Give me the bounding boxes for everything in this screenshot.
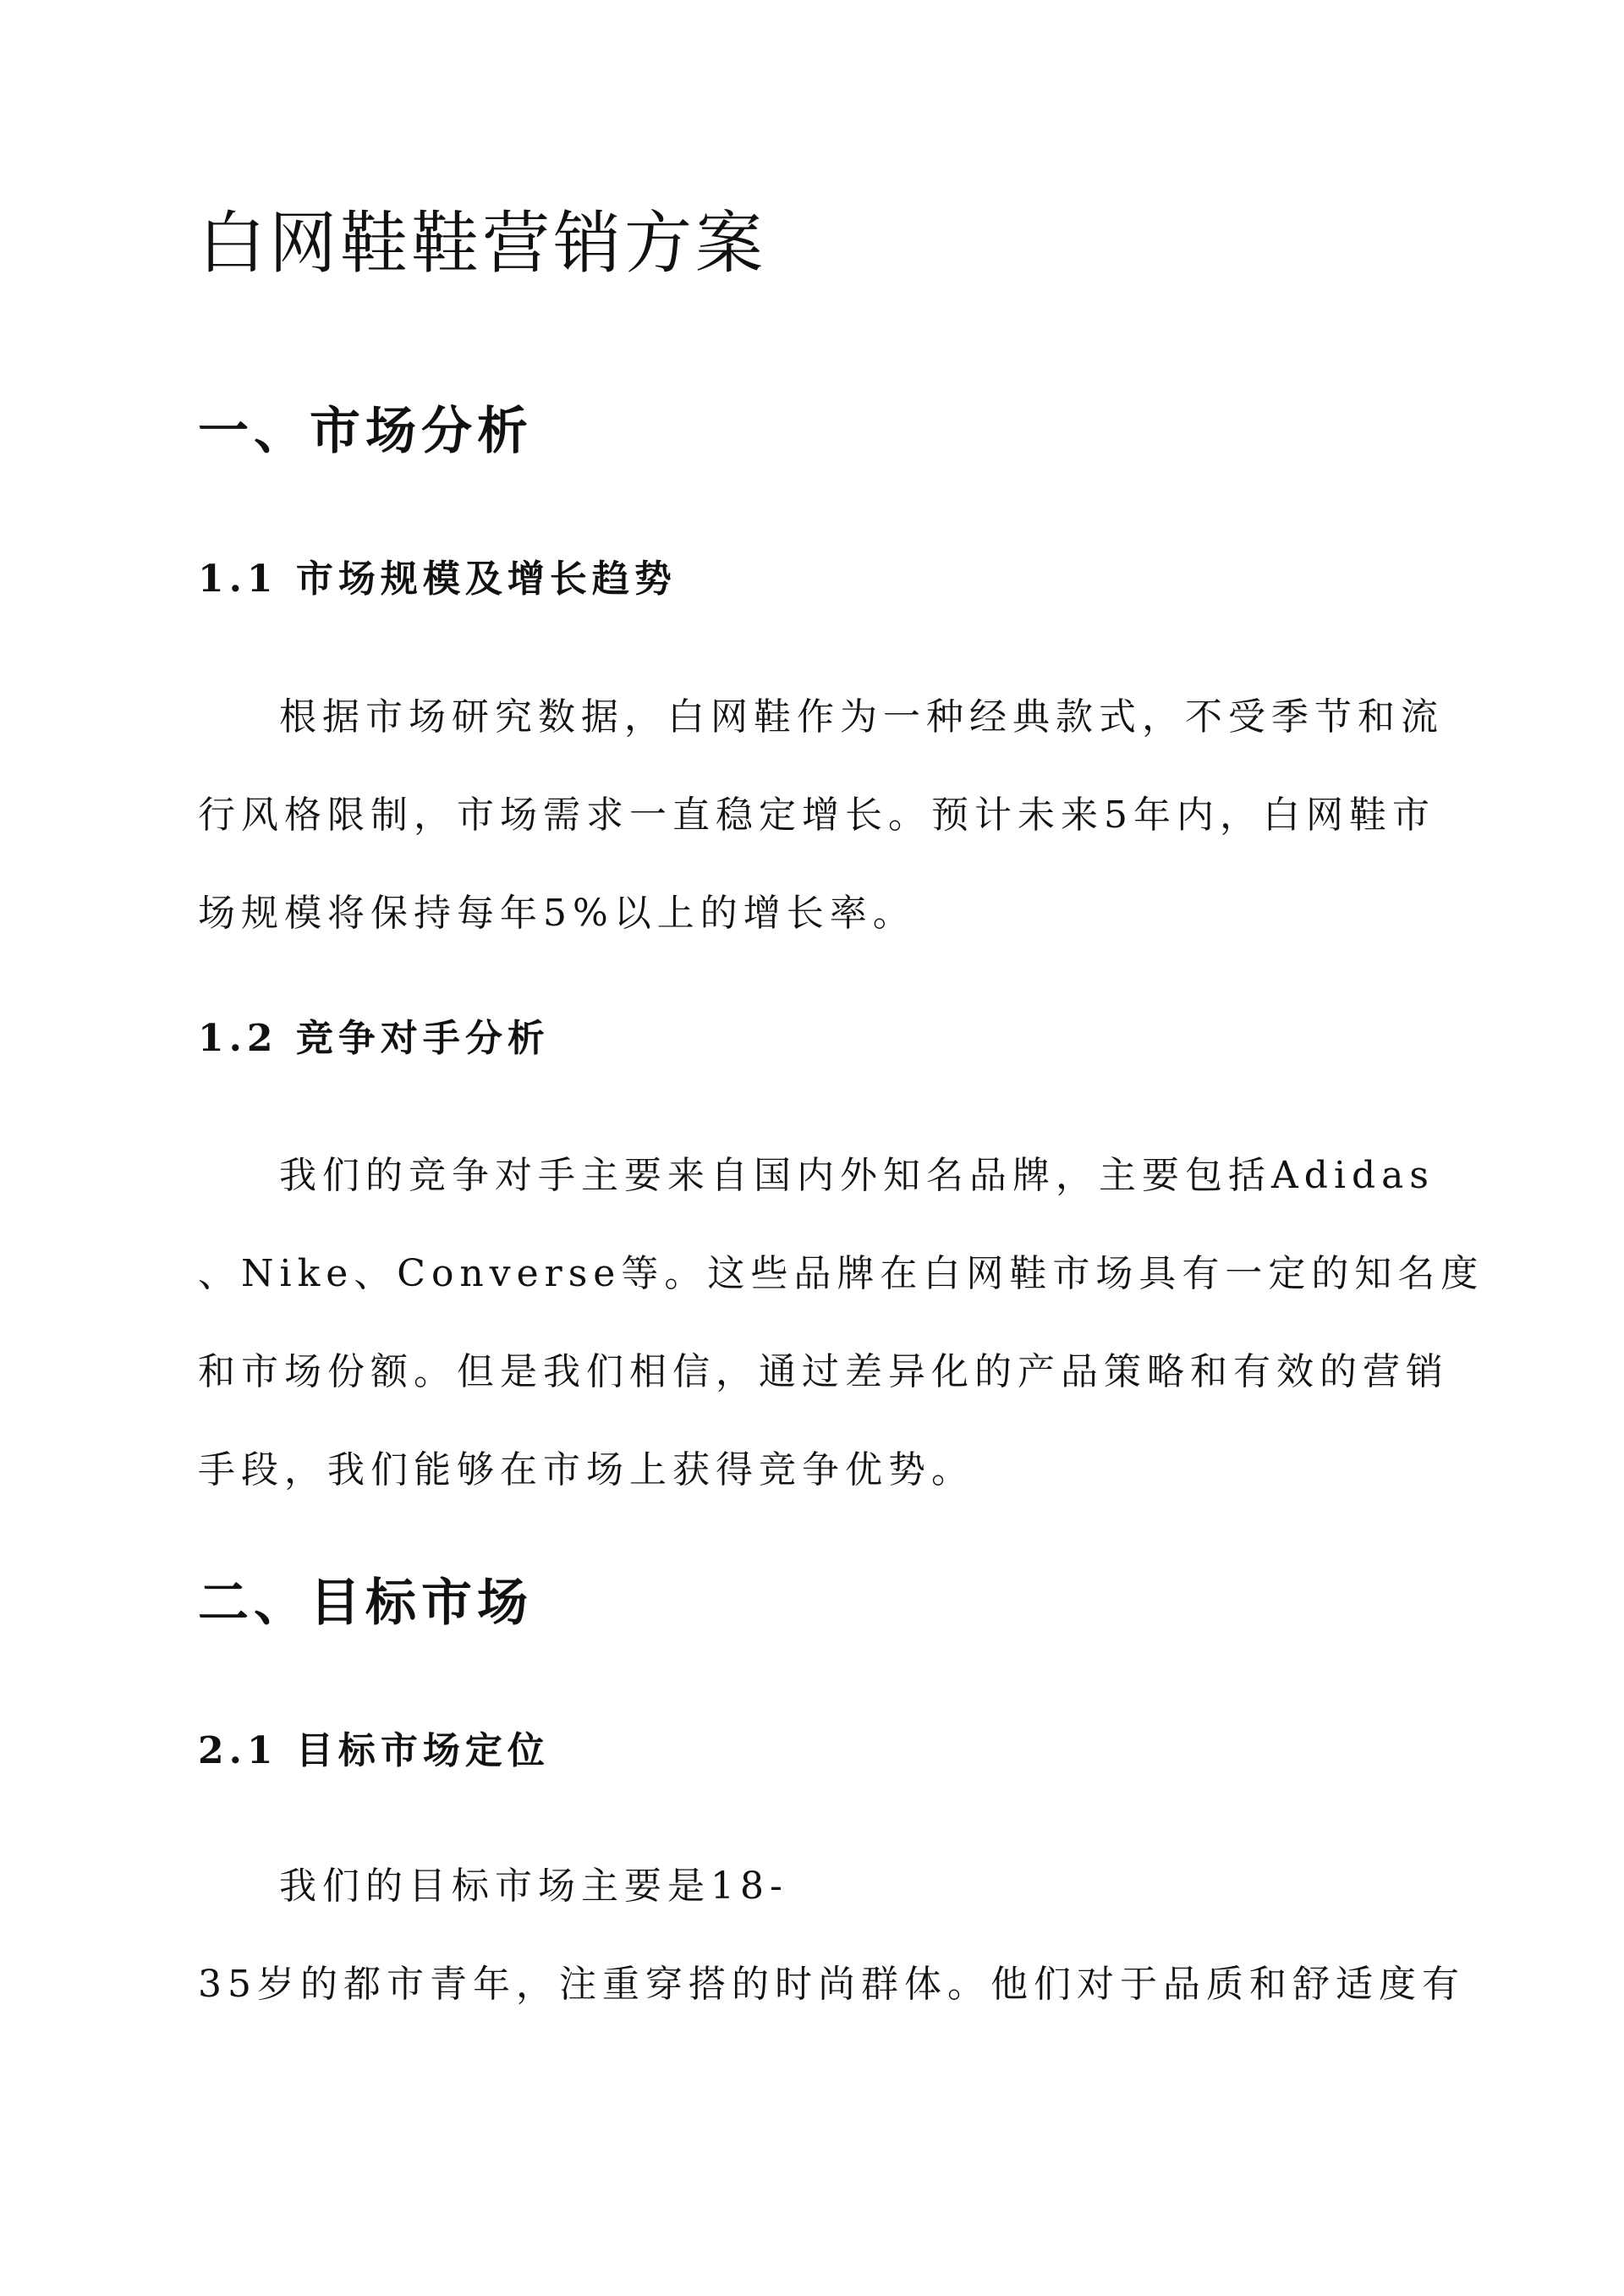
section-heading-market-analysis: 一、市场分析 xyxy=(198,402,533,461)
paragraph-line: 和市场份额。但是我们相信，通过差异化的产品策略和有效的营销 xyxy=(198,1350,1449,1393)
document-title: 白网鞋鞋营销方案 xyxy=(198,204,766,283)
section-heading-target-market: 二、目标市场 xyxy=(198,1574,533,1633)
subsection-heading-target-positioning: 2.1 目标市场定位 xyxy=(198,1729,550,1772)
paragraph-line: 我们的目标市场主要是18- xyxy=(279,1865,788,1908)
paragraph-line: 场规模将保持每年5%以上的增长率。 xyxy=(198,892,916,935)
paragraph-line: 35岁的都市青年，注重穿搭的时尚群体。他们对于品质和舒适度有 xyxy=(198,1963,1465,2006)
paragraph-market-size xyxy=(198,668,1444,963)
paragraph-line: 我们的竞争对手主要来自国内外知名品牌，主要包括Adidas xyxy=(279,1154,1435,1197)
paragraph-line: 根据市场研究数据，白网鞋作为一种经典款式，不受季节和流 xyxy=(279,695,1444,739)
paragraph-competitor-analysis xyxy=(198,1127,1484,1519)
subsection-heading-competitor-analysis: 1.2 竞争对手分析 xyxy=(198,1017,550,1060)
paragraph-line: 行风格限制，市场需求一直稳定增长。预计未来5年内，白网鞋市 xyxy=(198,794,1435,837)
paragraph-target-positioning xyxy=(198,1837,1465,2034)
subsection-heading-market-size: 1.1 市场规模及增长趋势 xyxy=(198,558,677,601)
paragraph-line: 手段，我们能够在市场上获得竞争优势。 xyxy=(198,1448,974,1491)
paragraph-line: 、Nike、Converse等。这些品牌在白网鞋市场具有一定的知名度 xyxy=(198,1252,1484,1295)
